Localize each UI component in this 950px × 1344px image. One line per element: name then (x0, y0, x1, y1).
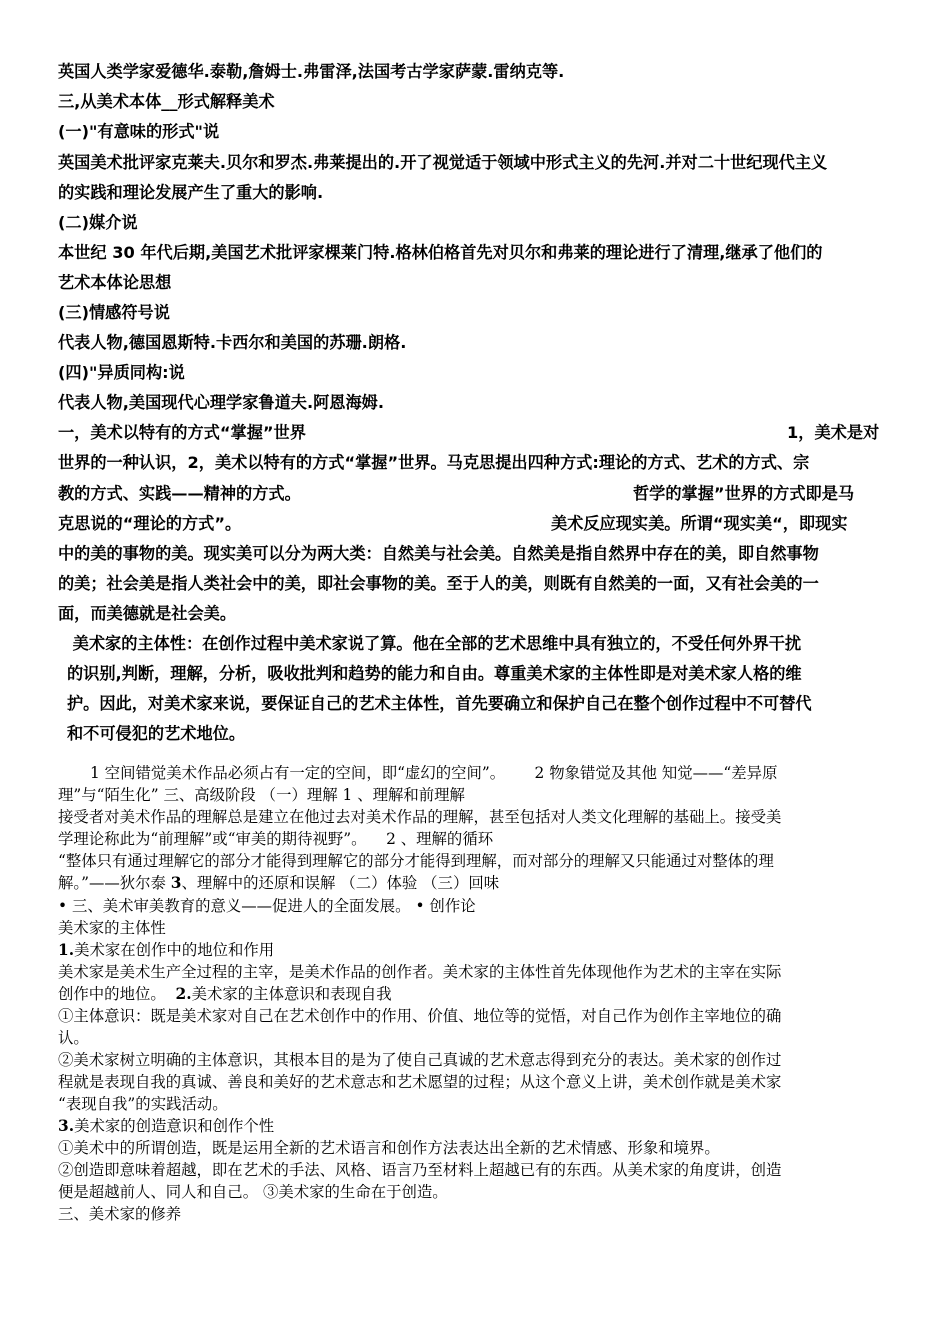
text-line: 英国美术批评家克莱夫.贝尔和罗杰.弗莱提出的.开了视觉适于领域中形式主义的先河.并对二十世纪现代主义 (58, 153, 828, 172)
text-run: 美术家的创造意识和创作个性 (74, 1117, 275, 1135)
subsection-heading: (四)"异质同构:说 (58, 363, 185, 382)
text-line: ②美术家树立明确的主体意识，其根本目的是为了使自己真诚的艺术意志得到充分的表达。美术家的创作过 (58, 1051, 782, 1069)
subsection-heading (58, 939, 274, 961)
text-line: 英国人类学家爱德华.泰勒,詹姆士.弗雷泽,法国考古学家萨蒙.雷纳克等. (58, 62, 565, 81)
text-line: “表现自我”的实践活动。 (58, 1095, 228, 1113)
text-line: 代表人物,美国现代心理学家鲁道夫.阿恩海姆. (58, 393, 385, 412)
number-label: 3. (58, 1117, 75, 1135)
text-line: 一，美术以特有的方式“掌握”世界 (58, 423, 306, 442)
text-line: 本世纪 30 年代后期,美国艺术批评家棵莱门特.格林伯格首先对贝尔和弗莱的理论进行了清理,继承了他们的 (58, 243, 823, 262)
text-run: 创作中的地位。 (58, 985, 176, 1003)
text-line: 和不可侵犯的艺术地位。 (67, 724, 246, 743)
text-line: 接受者对美术作品的理解总是建立在他过去对美术作品的理解，甚至包括对人类文化理解的基础上。接受美 (58, 808, 782, 826)
text-run: 、理解中的还原和误解 （二）体验 （三）回味 (181, 874, 500, 892)
number-label: 2. (175, 985, 192, 1003)
text-line: 学理论称此为“前理解”或“审美的期待视野”。 2 、理解的循环 (58, 830, 494, 848)
text-line: 代表人物,德国恩斯特.卡西尔和美国的苏珊.朗格. (58, 333, 407, 352)
text-line: 克思说的“理论的方式”。 (58, 514, 242, 533)
text-line: ②创造即意味着超越，即在艺术的手法、风格、语言乃至材料上超越已有的东西。从美术家的角度讲，创造 (58, 1161, 782, 1179)
text-line: 程就是表现自我的真诚、善良和美好的艺术意志和艺术愿望的过程；从这个意义上讲，美术创作就是美术家 (58, 1073, 782, 1091)
text-line: 1 空间错觉美术作品必须占有一定的空间，即“虚幻的空间”。 2 物象错觉及其他 知觉——“差异原 (90, 764, 778, 782)
subsection-heading (58, 1115, 274, 1137)
text-line: 的美；社会美是指人类社会中的美，即社会事物的美。至于人的美，则既有自然美的一面，又有社会美的一 (58, 574, 819, 593)
text-line: • 三、美术审美教育的意义——促进人的全面发展。 • 创作论 (58, 897, 476, 915)
subsection-heading: (三)情感符号说 (58, 303, 170, 322)
text-line: “整体只有通过理解它的部分才能得到理解它的部分才能得到理解，而对部分的理解又只能通过对整体的理 (58, 852, 774, 870)
text-line: 护。因此，对美术家来说，要保证自己的艺术主体性，首先要确立和保护自己在整个创作过程中不可替代 (67, 694, 812, 713)
text-line: 便是超越前人、同人和自己。 ③美术家的生命在于创造。 (58, 1183, 448, 1201)
text-line: ①主体意识：既是美术家对自己在艺术创作中的作用、价值、地位等的觉悟，对自己作为创作主宰地位的确 (58, 1007, 782, 1025)
text-run: 美术家的主体意识和表现自我 (191, 985, 392, 1003)
subsection-heading: (二)媒介说 (58, 213, 138, 232)
section-heading: 三,从美术本体__形式解释美术 (58, 92, 275, 111)
text-line: ①美术中的所谓创造，既是运用全新的艺术语言和创作方法表达出全新的艺术情感、形象和境界。 (58, 1139, 720, 1157)
number-label: 1. (58, 941, 75, 959)
text-line (58, 872, 499, 894)
text-line: 的实践和理论发展产生了重大的影响. (58, 183, 324, 202)
text-line: 的识别,判断，理解，分析，吸收批判和趋势的能力和自由。尊重美术家的主体性即是对美术家人格的维 (67, 664, 802, 683)
section-heading: 美术家的主体性 (58, 919, 166, 937)
text-run: 美术家在创作中的地位和作用 (74, 941, 275, 959)
text-line: 世界的一种认识，2，美术以特有的方式“掌握”世界。马克思提出四种方式:理论的方式、艺术的方式、宗 (58, 453, 810, 472)
text-line: 美术家的主体性：在创作过程中美术家说了算。他在全部的艺术思维中具有独立的，不受任何外界干扰 (67, 634, 802, 653)
text-line: 面，而美德就是社会美。 (58, 604, 237, 623)
text-run: 哲学的掌握”世界的方式即是马 (633, 484, 855, 503)
text-run: 1，美术是对 (787, 423, 880, 442)
text-run: 3 (170, 874, 182, 892)
text-run: 美术反应现实美。所谓“现实美“，即现实 (551, 514, 848, 533)
text-line: 教的方式、实践——精神的方式。 (58, 484, 301, 503)
text-line (58, 983, 392, 1005)
section-heading: 三、美术家的修养 (58, 1205, 182, 1223)
text-line: 理”与“陌生化” 三、高级阶段 （一）理解 1 、理解和前理解 (58, 786, 465, 804)
text-line: 中的美的事物的美。现实美可以分为两大类：自然美与社会美。自然美是指自然界中存在的美，即自然事物 (58, 544, 819, 563)
subsection-heading: (一)"有意味的形式"说 (58, 122, 220, 141)
text-line: 美术家是美术生产全过程的主宰，是美术作品的创作者。美术家的主体性首先体现他作为艺术的主宰在实际 (58, 963, 782, 981)
text-line: 认。 (58, 1029, 89, 1047)
text-run: 解。”——狄尔泰 (58, 874, 171, 892)
text-line: 艺术本体论思想 (58, 273, 172, 292)
